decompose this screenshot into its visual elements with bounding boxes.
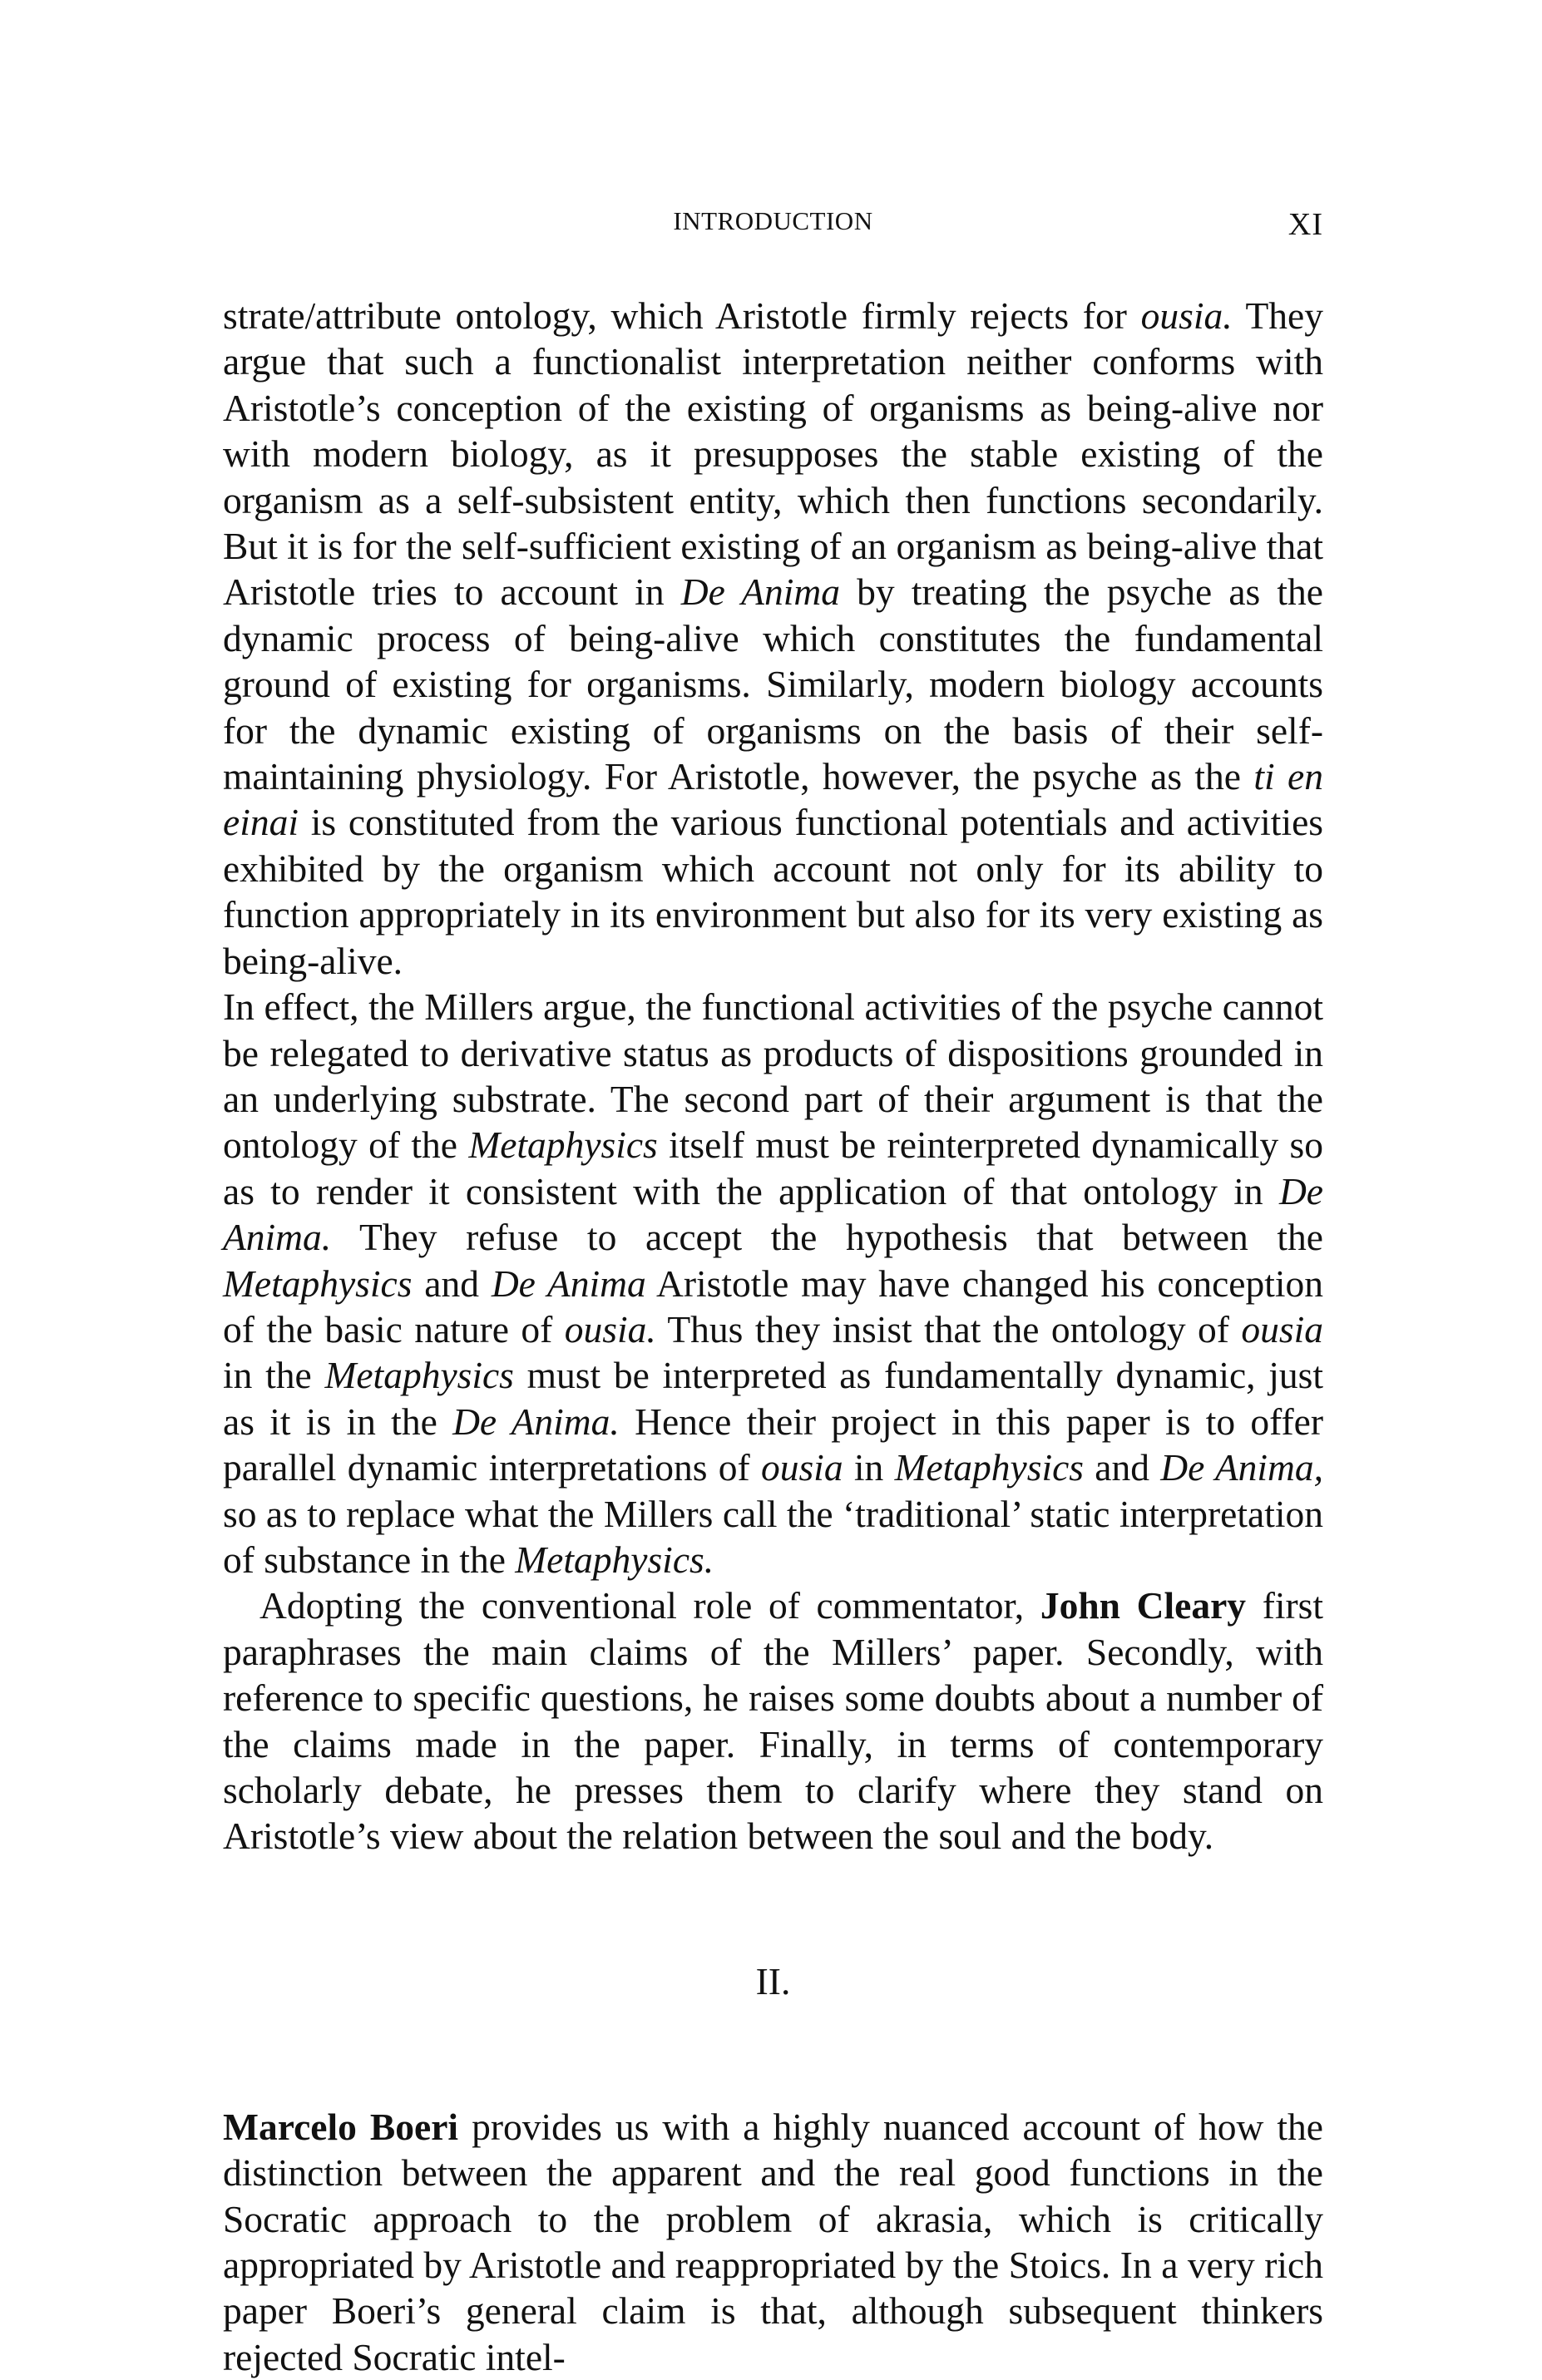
running-title: INTRODUCTION xyxy=(673,206,873,235)
italic-title: Metaphysics xyxy=(223,1262,413,1305)
text-run: Hence their project in this paper is to offer parallel dynamic interpretations of xyxy=(223,1400,1323,1489)
section-heading: II. xyxy=(755,1959,791,2002)
text-run: itself must be reinterpreted dynamically so as to render it consistent with the application of that ontology in xyxy=(223,1123,1323,1212)
text-run: must be interpreted as fundamentally dynamic, just as it is in the xyxy=(223,1354,1323,1443)
text-run: so as to replace what the Millers call the ‘traditional’ static interpretation of substance in the xyxy=(223,1492,1323,1581)
text-run: They argue that such a functionalist interpretation neither conforms with Aristotle’s conception of the existing of organisms as being-alive nor with modern biology, as it presupposes the stable existing of the organism as a self-subsistent entity, which then functions secondarily. But it is for the self-sufficient existing of an organism as being-alive that Aristotle tries to account in xyxy=(223,294,1324,614)
author-name: John Cleary xyxy=(1040,1584,1247,1627)
text-run: provides us with a highly nuanced account of how the distinction between the apparent and the real good functions in the Socratic approach to the problem of akrasia, which is critically appropriated by Aristotle and reappropriated by the Stoics. In a very rich paper Boeri’s general claim is that, although subsequent thinkers rejected Socratic intel- xyxy=(223,2105,1324,2378)
italic-term: ti en einai xyxy=(223,755,1324,844)
italic-title: Metaphysics. xyxy=(515,1538,714,1581)
text-run: Thus they insist that the ontology of xyxy=(655,1307,1242,1350)
page-number: XI xyxy=(1287,207,1323,242)
text-run: first paraphrases the main claims of the Millers’ paper. Secondly, with reference to specific questions, he raises some doubts about a number of the claims made in the paper. Finally, in terms of contemporary scholarly debate, he presses them to clarify where they stand on Aristotle’s view about the relation between the soul and the body. xyxy=(223,1584,1324,1858)
italic-title: Metaphysics xyxy=(894,1446,1084,1489)
italic-term: ousia xyxy=(760,1446,843,1489)
paragraph-4 xyxy=(223,2104,1323,2380)
text-run: and xyxy=(412,1262,492,1305)
text-run: in xyxy=(843,1446,895,1489)
text-run: In effect, the Millers argue, the functional activities of the psyche cannot be relegated to derivative status as products of dispositions grounded in an underlying substrate. The second part of their argument is that the ontology of the xyxy=(223,985,1323,1167)
italic-title: Metaphysics xyxy=(324,1354,514,1397)
italic-title: De Anima xyxy=(491,1262,646,1305)
italic-title: De Anima. xyxy=(223,1169,1323,1259)
text-run: in the xyxy=(223,1354,325,1397)
text-run: strate/attribute ontology, which Aristotle firmly rejects for xyxy=(223,294,1141,337)
paragraph-3 xyxy=(223,1583,1323,1859)
text-run: by treating the psyche as the dynamic process of being-alive which constitutes the fundamental ground of existing for organisms. Similarly, modern biology accounts for the dynamic existing of organisms on the basis of their self-maintaining physiology. For Aristotle, however, the psyche as the xyxy=(223,570,1323,798)
text-run: Adopting the conventional role of commentator, xyxy=(259,1584,1040,1627)
paragraph-1 xyxy=(223,293,1323,984)
body-text xyxy=(223,293,1323,2380)
italic-title: De Anima, xyxy=(1160,1446,1323,1489)
italic-term: ousia. xyxy=(564,1307,656,1350)
italic-title: De Anima xyxy=(680,570,840,614)
italic-term: ousia. xyxy=(1140,294,1233,337)
italic-title: De Anima. xyxy=(452,1400,620,1443)
paragraph-2 xyxy=(223,984,1323,1583)
text-run: They refuse to accept the hypothesis that between the xyxy=(331,1216,1323,1259)
italic-title: Metaphysics xyxy=(468,1123,658,1167)
text-run: and xyxy=(1084,1446,1161,1489)
author-name: Marcelo Boeri xyxy=(223,2105,459,2148)
running-head xyxy=(223,206,1323,248)
text-run: Aristotle may have changed his conception of the basic nature of xyxy=(223,1262,1324,1350)
italic-term: ousia xyxy=(1241,1307,1324,1350)
text-run: is constituted from the various functional potentials and activities exhibited by the organism which account not only for its ability to function appropriately in its environment but also for its very existing as being-alive. xyxy=(223,801,1323,982)
